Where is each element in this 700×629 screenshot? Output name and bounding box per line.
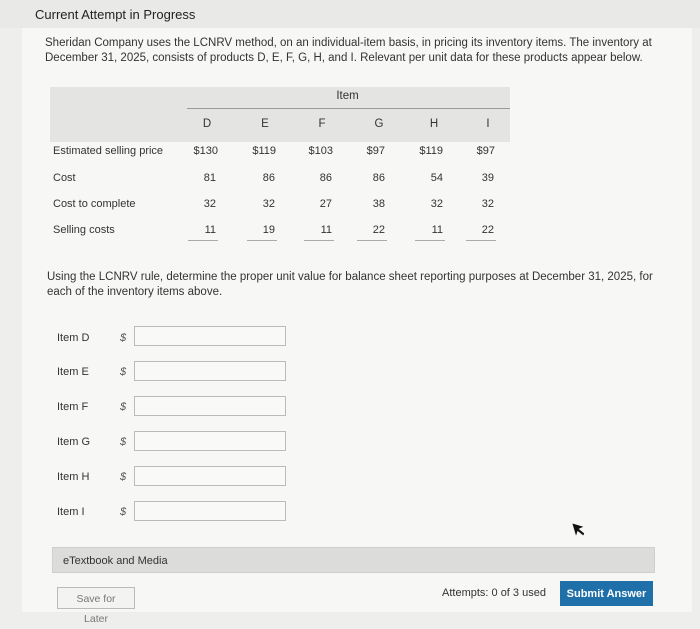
answer-label-item-d: Item D (57, 332, 90, 344)
answer-label-item-h: Item H (57, 471, 90, 483)
currency-symbol: $ (120, 366, 127, 378)
save-for-later-button[interactable]: Save for Later (57, 587, 135, 609)
row-label-selling-costs: Selling costs (53, 224, 115, 236)
answer-label-item-e: Item E (57, 366, 89, 378)
table-cell: 19 (262, 224, 275, 236)
group-header-rule (187, 108, 510, 109)
problem-intro: Sheridan Company uses the LCNRV method, on an individual-item basis, in pricing its inventory items. The inventory at December 31, 2025, consists of products D, E, F, G, H, and I. Relevant per unit data for these products appear below. (45, 37, 652, 64)
table-cell: 11 (320, 224, 332, 236)
table-cell: 54 (430, 172, 443, 184)
table-header-background (50, 87, 510, 142)
cell-underline (357, 240, 387, 241)
submit-answer-button[interactable]: Submit Answer (560, 581, 653, 606)
table-cell: $97 (366, 145, 385, 157)
table-cell: 38 (372, 198, 385, 210)
etextbook-media-label: eTextbook and Media (63, 555, 168, 567)
currency-symbol: $ (120, 436, 127, 448)
table-cell: $130 (193, 145, 218, 157)
cell-underline (247, 240, 277, 241)
table-cell: 22 (372, 224, 385, 236)
item-h-input[interactable] (134, 466, 286, 486)
item-e-input[interactable] (134, 361, 286, 381)
row-label-cost: Cost (53, 172, 76, 184)
item-i-input[interactable] (134, 501, 286, 521)
column-header-i: I (486, 118, 490, 130)
table-cell: $119 (252, 145, 276, 157)
currency-symbol: $ (120, 332, 127, 344)
currency-symbol: $ (120, 506, 127, 518)
item-g-input[interactable] (134, 431, 286, 451)
table-cell: 86 (372, 172, 385, 184)
mouse-pointer-icon (570, 522, 584, 538)
column-header-g: G (374, 118, 384, 130)
table-cell: 32 (262, 198, 275, 210)
item-f-input[interactable] (134, 396, 286, 416)
column-header-f: F (318, 118, 326, 130)
cell-underline (188, 240, 218, 241)
answer-label-item-i: Item I (57, 506, 85, 518)
etextbook-media-bar[interactable] (52, 547, 655, 573)
table-cell: $119 (419, 145, 443, 157)
table-group-header: Item (336, 90, 359, 102)
table-cell: $97 (476, 145, 495, 157)
table-cell: 86 (262, 172, 275, 184)
table-cell: 11 (431, 224, 443, 236)
attempts-counter: Attempts: 0 of 3 used (442, 587, 546, 599)
table-cell: 81 (203, 172, 216, 184)
table-cell: 32 (203, 198, 216, 210)
cell-underline (415, 240, 445, 241)
row-label-cost-to-complete: Cost to complete (53, 198, 136, 210)
column-header-d: D (202, 118, 212, 130)
question-text: Using the LCNRV rule, determine the proper unit value for balance sheet reporting purposes at December 31, 2025, for each of the inventory items above. (47, 271, 653, 298)
cell-underline (466, 240, 496, 241)
table-cell: 22 (481, 224, 494, 236)
page-title: Current Attempt in Progress (35, 7, 196, 22)
column-header-h: H (429, 118, 439, 130)
answer-label-item-g: Item G (57, 436, 91, 448)
column-header-e: E (261, 118, 269, 130)
currency-symbol: $ (120, 471, 127, 483)
row-label-selling-price: Estimated selling price (53, 145, 164, 157)
table-cell: 11 (204, 224, 216, 236)
table-cell: 32 (430, 198, 443, 210)
answer-label-item-f: Item F (57, 401, 89, 413)
table-cell: 27 (319, 198, 332, 210)
cell-underline (304, 240, 334, 241)
table-cell: 86 (319, 172, 332, 184)
item-d-input[interactable] (134, 326, 286, 346)
currency-symbol: $ (120, 401, 127, 413)
table-cell: 32 (481, 198, 494, 210)
table-cell: $103 (308, 145, 333, 157)
table-cell: 39 (481, 172, 494, 184)
